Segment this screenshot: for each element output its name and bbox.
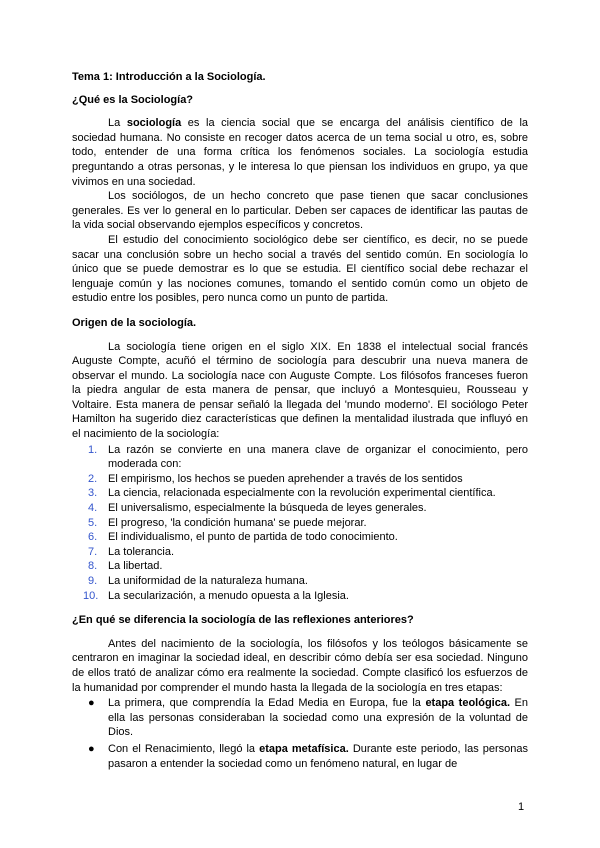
bold-term: etapa metafísica. (259, 742, 349, 755)
text-run: es la ciencia social que se encarga del análisis científico de la sociedad humana. No consiste en recoger datos acerca de un tema social u otro, es, sobre todo, entender de una forma crítica los fenómenos sociales. La sociología estudia preguntando a otras personas, y le interesa lo que piensan los individuos en grupo, ya que vivimos en una sociedad. (72, 117, 529, 188)
list-item (72, 472, 528, 487)
numbered-list (72, 443, 528, 604)
list-item (72, 742, 528, 771)
section-heading-que-es: ¿Qué es la Sociología? (72, 93, 194, 106)
list-item-text: El individualismo, el punto de partida de todo conocimiento. (108, 531, 398, 544)
list-item (72, 443, 528, 472)
list-item-text: La razón se convierte en una manera clave de organizar el conocimiento, pero moderada con: (108, 443, 528, 471)
section-heading-origen: Origen de la sociología. (72, 316, 197, 329)
list-item-text: El empirismo, los hechos se pueden aprehender a través de los sentidos (108, 472, 463, 485)
list-item-text: La libertad. (108, 560, 163, 573)
list-item-text: La tolerancia. (108, 545, 175, 558)
bullet-icon: ● (88, 697, 95, 710)
paragraph: La sociología tiene origen en el siglo XIX. En 1838 el intelectual social francés Auguste Compte, acuñó el término de sociología para descubrir una nueva manera de observar el mundo. La sociología nace con Auguste Compte. Los filósofos franceses fueron la piedra angular de esta manera de pensar, que incluyó a Montesquieu, Rousseau y Voltaire. Esta manera de pensar señaló la llegada del 'mundo moderno'. El sociólogo Peter Hamilton ha sugerido diez características que definen la mentalidad ilustrada que influyó en el nacimiento de la sociología: (72, 340, 528, 441)
list-item (72, 545, 528, 560)
list-item-text: La uniformidad de la naturaleza humana. (108, 575, 308, 587)
list-item (72, 530, 528, 545)
list-number: 1. (88, 443, 98, 456)
list-item (72, 516, 528, 531)
text-run: La primera, que comprendía la Edad Media en Europa, fue la (108, 697, 426, 710)
paragraph: Los sociólogos, de un hecho concreto que pase tienen que sacar conclusiones generales. Es ver lo general en lo particular. Deben ser capaces de identificar las pautas de la vida social observando ejemplos específicos y concretos. (72, 190, 528, 232)
list-number: 4. (88, 502, 98, 515)
paragraph: El estudio del conocimiento sociológico debe ser científico, es decir, no se puede sacar una conclusión sobre un hecho social a través del sentido común. En sociología lo único que se puede demostrar es lo que se estudia. El científico social debe rechazar el lenguaje común y las nociones comunes, tomando el sentido común como un objeto de estudio entre los posibles, pero nunca como un punto de partida. (72, 233, 528, 305)
list-number: 3. (88, 487, 98, 500)
bold-term: sociología (126, 117, 182, 130)
bullet-icon: ● (88, 742, 95, 755)
list-number: 10. (83, 589, 99, 602)
list-item-text: El universalismo, especialmente la búsqueda de leyes generales. (108, 502, 427, 515)
list-item (72, 559, 528, 574)
list-item (72, 501, 528, 516)
bullet-list (72, 696, 528, 771)
list-item (72, 696, 528, 740)
text-run: En ella las personas consideraban la sociedad como una expresión de la voluntad de Dios. (108, 697, 528, 739)
paragraph (72, 116, 528, 189)
list-number: 5. (88, 516, 98, 529)
list-number: 8. (88, 560, 98, 573)
paragraph: Antes del nacimiento de la sociología, los filósofos y los teólogos básicamente se centraron en imaginar la sociedad ideal, en describir cómo debía ser esa sociedad. Ninguno de ellos trató de analizar cómo era realmente la sociedad. Compte clasificó los esfuerzos de la humanidad por comprender el mundo hasta la llegada de la sociología en tres etapas: (72, 637, 528, 694)
text-run: Durante este periodo, las personas pasaron a entender la sociedad como un fenómeno natural, en lugar de (108, 742, 529, 770)
bold-term: etapa teológica. (425, 697, 511, 710)
list-item-text: El progreso, 'la condición humana' se puede mejorar. (108, 516, 367, 529)
list-item (72, 574, 528, 589)
text-run: La (108, 117, 127, 130)
list-number: 6. (88, 531, 98, 544)
list-item-text: La secularización, a menudo opuesta a la Iglesia. (108, 589, 349, 602)
document-title: Tema 1: Introducción a la Sociología. (72, 71, 266, 83)
section-heading-diferencia: ¿En qué se diferencia la sociología de las reflexiones anteriores? (72, 614, 414, 627)
list-item (72, 486, 528, 501)
list-item (72, 589, 528, 604)
list-number: 7. (88, 545, 98, 558)
text-run: Con el Renacimiento, llegó la (108, 742, 260, 755)
document-page (72, 70, 528, 773)
list-item-text: La ciencia, relacionada especialmente con la revolución experimental científica. (108, 487, 496, 500)
page-number: 1 (518, 801, 525, 813)
list-number: 2. (88, 472, 98, 485)
list-number: 9. (88, 575, 98, 587)
